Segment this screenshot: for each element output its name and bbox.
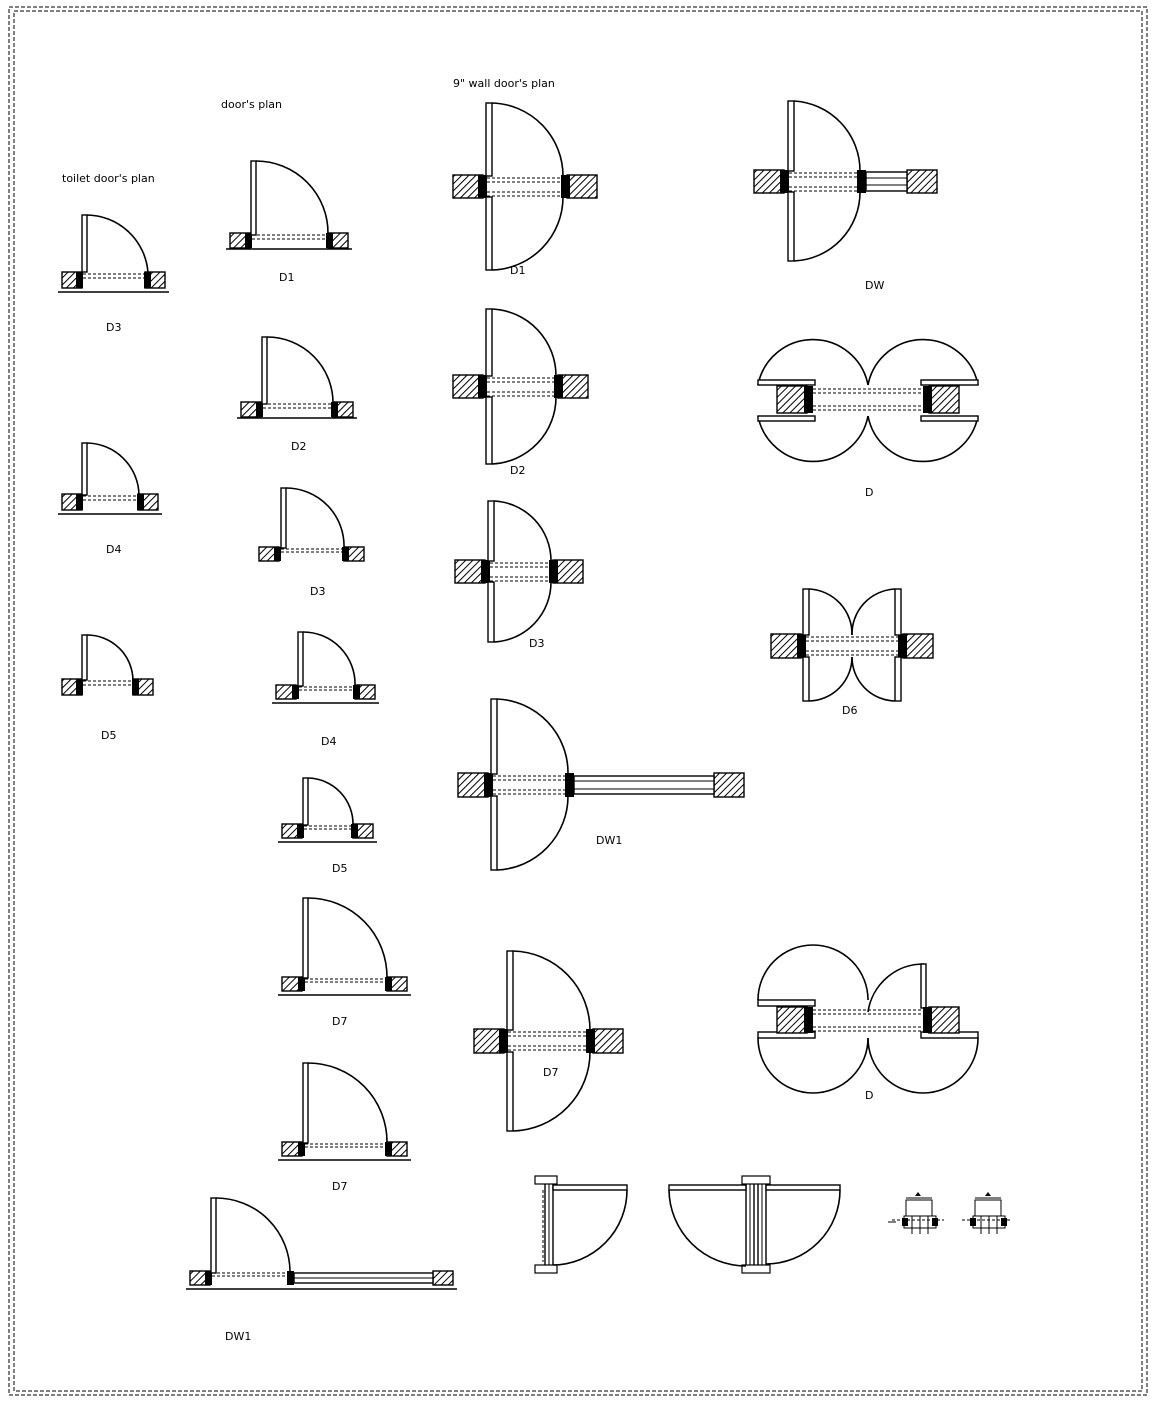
heading-doors-plan: door's plan	[221, 98, 282, 111]
label-d-bottom: D	[865, 1089, 874, 1102]
door-symbol-d6	[771, 589, 933, 701]
door-symbol-wall-d2	[453, 309, 588, 464]
label-d7-a: D7	[332, 1015, 348, 1028]
label-wall-d7: D7	[543, 1066, 559, 1079]
label-wall-d3: D3	[529, 637, 545, 650]
door-symbol-wall-d1	[453, 103, 597, 270]
door-symbol-d3	[259, 488, 364, 561]
label-d6: D6	[842, 704, 858, 717]
door-symbol-dw	[754, 101, 937, 261]
door-symbol-d7-b	[278, 1063, 411, 1160]
label-toilet-d3: D3	[106, 321, 122, 334]
door-symbol-d2	[237, 337, 357, 418]
door-symbol-d7-a	[278, 898, 411, 995]
door-symbol-toilet-d4	[58, 443, 162, 514]
door-symbol-d1	[226, 161, 352, 249]
door-symbol-dw1-single	[186, 1198, 457, 1289]
label-d-top: D	[865, 486, 874, 499]
door-symbol-d5	[278, 778, 377, 842]
label-d2: D2	[291, 440, 307, 453]
heading-9in-wall-doors: 9" wall door's plan	[453, 77, 555, 90]
door-detail-small-section-b	[962, 1192, 1012, 1234]
door-symbol-d4	[272, 632, 379, 703]
label-d7-b: D7	[332, 1180, 348, 1193]
door-symbol-toilet-d3	[58, 215, 169, 292]
door-symbol-toilet-d5	[62, 635, 153, 695]
label-toilet-d4: D4	[106, 543, 122, 556]
door-detail-double-swing	[669, 1176, 840, 1273]
label-d1: D1	[279, 271, 295, 284]
label-d4: D4	[321, 735, 337, 748]
label-dw1-single: DW1	[225, 1330, 252, 1343]
label-wall-dw1: DW1	[596, 834, 623, 847]
label-d5: D5	[332, 862, 348, 875]
door-detail-small-section-a	[888, 1192, 944, 1234]
label-wall-d2: D2	[510, 464, 526, 477]
label-dw: DW	[865, 279, 885, 292]
label-toilet-d5: D5	[101, 729, 117, 742]
door-symbol-double-swing-top	[758, 340, 978, 462]
door-symbol-wall-d7	[474, 951, 623, 1131]
door-detail-single-swing	[535, 1176, 627, 1273]
door-symbol-wall-d3	[455, 501, 583, 642]
inner-border	[14, 11, 1142, 1391]
heading-toilet-doors: toilet door's plan	[62, 172, 155, 185]
door-symbol-double-swing-bottom	[758, 945, 978, 1093]
label-wall-d1: D1	[510, 264, 526, 277]
label-d3: D3	[310, 585, 326, 598]
